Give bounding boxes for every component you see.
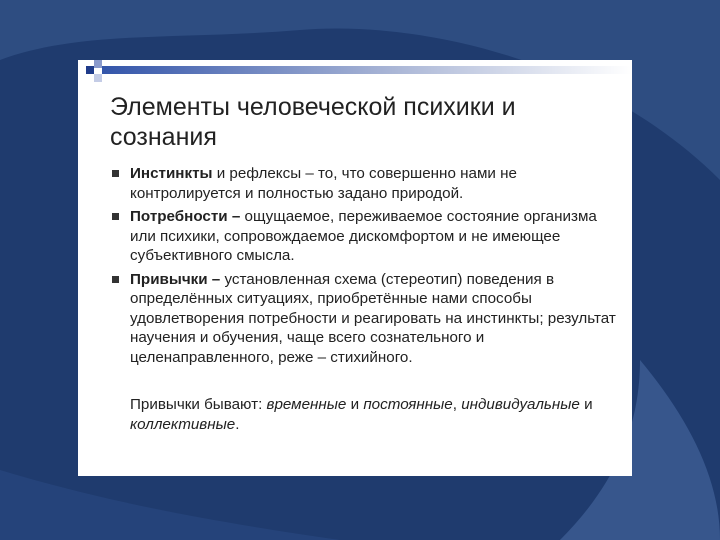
bullet-item-instincts	[110, 164, 620, 203]
bullet-item-needs	[110, 207, 620, 266]
note-prefix: Привычки бывают:	[130, 396, 267, 413]
bullet-text: установленная схема (стереотип) поведения в определённых ситуациях, приобретённые нами способы удовлетворения потребности и реагировать на инстинкты; результат научения и обучения, чаще всего сознательного и целенаправленного, реже – стихийного.	[130, 270, 616, 366]
title-decoration-bar	[80, 60, 632, 82]
note-end: .	[235, 416, 240, 433]
habit-types-note	[130, 395, 610, 435]
square-bullet-icon	[112, 170, 119, 177]
slide-title: Элементы человеческой психики и сознания	[110, 93, 516, 151]
square-bullet-icon	[112, 213, 119, 220]
bullet-term: Привычки –	[130, 270, 221, 288]
habit-type-permanent: постоянные	[363, 396, 453, 413]
bullet-text: и рефлексы – то, что совершенно нами не контролируется и полностью задано природой.	[130, 165, 517, 202]
square-bullet-icon	[112, 276, 119, 283]
habit-type-collective: коллективные	[130, 416, 236, 433]
note-sep: и	[579, 396, 593, 413]
note-sep: ,	[452, 396, 462, 413]
habit-type-individual: индивидуальные	[461, 396, 580, 413]
bullet-term: Потребности –	[130, 208, 241, 225]
habit-type-temporary: временные	[266, 396, 347, 413]
bullet-term: Инстинкты	[130, 165, 213, 182]
bullet-text: ощущаемое, переживаемое состояние организма или психики, сопровождаемое дискомфортом и не имеющее субъективного смысла.	[130, 208, 597, 264]
note-sep: и	[346, 396, 364, 413]
bullet-list	[110, 164, 620, 371]
bullet-item-habits	[110, 270, 620, 368]
